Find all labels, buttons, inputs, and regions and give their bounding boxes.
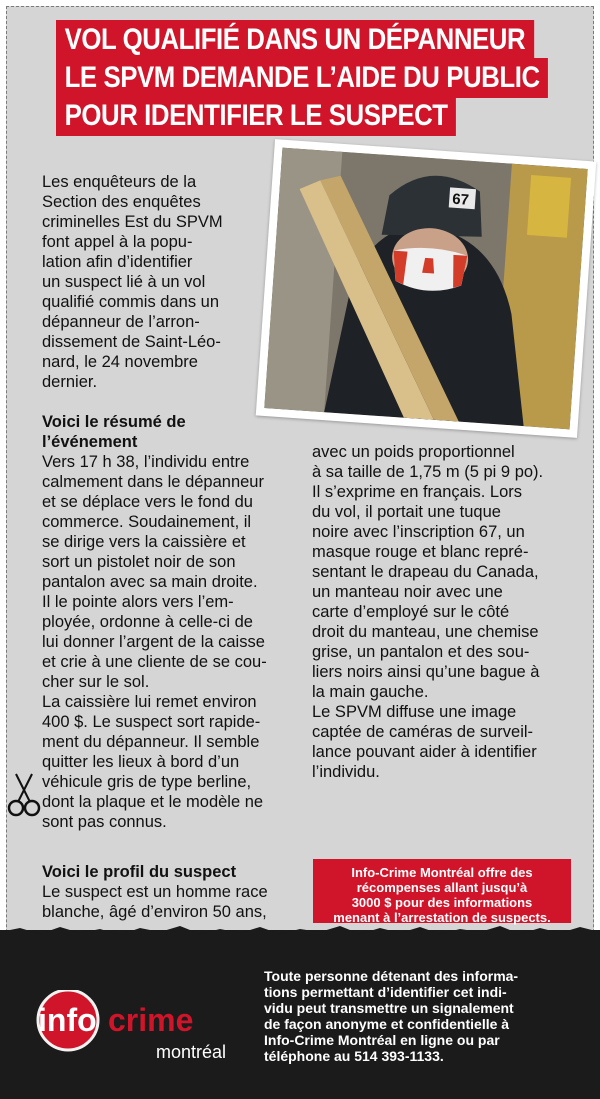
intro-line: Les enquêteurs de la: [42, 173, 197, 191]
footer-line: tions permettant d’identifier cet indi-: [264, 984, 507, 1000]
summary-line: ment du dépanneur. Il semble: [42, 733, 260, 751]
summary-line: lui donner l’argent de la caisse: [42, 633, 265, 651]
headline-line-3: POUR IDENTIFIER LE SUSPECT: [56, 96, 456, 136]
reward-line: Info-Crime Montréal offre des: [351, 865, 533, 880]
surveillance-photo: [256, 139, 597, 438]
intro-line: criminelles Est du SPVM: [42, 213, 223, 231]
intro-line: lation afin d’identifier: [42, 253, 193, 271]
summary-line: ployée, ordonne à celle-ci de: [42, 613, 253, 631]
column-2-line: captée de caméras de surveil-: [312, 723, 534, 741]
footer-notice: [264, 968, 574, 1064]
column-2-line: liers noirs ainsi qu’une bague à: [312, 663, 540, 681]
reward-line: menant à l’arrestation de suspects.: [333, 910, 551, 925]
summary-heading: Voici le résumé de: [42, 413, 186, 431]
intro-line: qualifié commis dans un: [42, 293, 220, 311]
footer-line: Info-Crime Montréal en ligne ou par: [264, 1032, 500, 1048]
footer-line: de façon anonyme et confidentielle à: [264, 1016, 510, 1032]
column-2-line: noire avec l’inscription 67, un: [312, 523, 525, 541]
summary-line: calmement dans le dépanneur: [42, 473, 264, 491]
suspect-illustration: [264, 148, 587, 430]
column-2-line: avec un poids proportionnel: [312, 443, 515, 461]
footer-line: vidu peut transmettre un signalement: [264, 1000, 514, 1016]
summary-line: La caissière lui remet environ: [42, 693, 257, 711]
column-2-text: [312, 442, 574, 782]
intro-line: dernier.: [42, 373, 98, 391]
column-2-line: un manteau noir avec une: [312, 583, 503, 601]
column-2-line: grise, un pantalon et des sou-: [312, 643, 530, 661]
column-2-line: lance pouvant aider à identifier: [312, 743, 537, 761]
summary-line: et crie à une cliente de se cou-: [42, 653, 267, 671]
column-2-line: Le SPVM diffuse une image: [312, 703, 517, 721]
summary-line: commerce. Soudainement, il: [42, 513, 252, 531]
column-2-line: du vol, il portait une tuque: [312, 503, 501, 521]
summary-line: sort un pistolet noir de son: [42, 553, 236, 571]
profile-heading: Voici le profil du suspect: [42, 863, 237, 881]
headline-line-1: VOL QUALIFIÉ DANS UN DÉPANNEUR: [56, 20, 534, 60]
summary-line: dont la plaque et le modèle ne: [42, 793, 264, 811]
info-crime-logo: [30, 990, 250, 1070]
summary-section: [42, 412, 302, 832]
column-2-line: masque rouge et blanc repré-: [312, 543, 529, 561]
summary-line: se dirige vers la caissière et: [42, 533, 246, 551]
summary-line: et se déplace vers le fond du: [42, 493, 253, 511]
scissors-icon: [6, 772, 42, 818]
intro-line: Section des enquêtes: [42, 193, 201, 211]
summary-line: pantalon avec sa main droite.: [42, 573, 258, 591]
column-2-line: droit du manteau, une chemise: [312, 623, 539, 641]
logo-montreal-text: montréal: [156, 1042, 227, 1062]
torn-edge: [0, 922, 600, 942]
summary-line: quitter les lieux à bord d’un: [42, 753, 240, 771]
summary-heading: l’événement: [42, 433, 138, 451]
column-2-line: à sa taille de 1,75 m (5 pi 9 po).: [312, 463, 544, 481]
profile-line: Le suspect est un homme race: [42, 883, 268, 901]
summary-line: 400 $. Le suspect sort rapide-: [42, 713, 261, 731]
summary-line: Vers 17 h 38, l’individu entre: [42, 453, 250, 471]
summary-line: cher sur le sol.: [42, 673, 150, 691]
column-2-line: carte d’employé sur le côté: [312, 603, 510, 621]
profile-line: blanche, âgé d’environ 50 ans,: [42, 903, 267, 921]
summary-line: Il le pointe alors vers l’em-: [42, 593, 234, 611]
column-2-line: sentant le drapeau du Canada,: [312, 563, 539, 581]
surveillance-image: [264, 148, 587, 430]
cap-text: 67: [451, 190, 470, 209]
profile-section: [42, 862, 302, 922]
intro-paragraph: [42, 172, 277, 392]
logo-crime-text: crime: [108, 1002, 194, 1038]
headline-line-2: LE SPVM DEMANDE L’AIDE DU PUBLIC: [56, 58, 548, 98]
intro-line: nard, le 24 novembre: [42, 353, 198, 371]
column-2-line: l’individu.: [312, 763, 380, 781]
footer-line: téléphone au 514 393-1133.: [264, 1048, 444, 1064]
reward-box: [313, 859, 571, 923]
column-2-line: Il s’exprime en français. Lors: [312, 483, 522, 501]
reward-line: récompenses allant jusqu’à: [356, 880, 528, 895]
summary-line: sont pas connus.: [42, 813, 167, 831]
intro-line: un suspect lié à un vol: [42, 273, 206, 291]
column-2-line: la main gauche.: [312, 683, 429, 701]
summary-line: véhicule gris de type berline,: [42, 773, 252, 791]
intro-line: dissement de Saint-Léo-: [42, 333, 221, 351]
footer-line: Toute personne détenant des informa-: [264, 968, 519, 984]
reward-line: 3000 $ pour des informations: [351, 895, 533, 910]
intro-line: dépanneur de l’arron-: [42, 313, 200, 331]
intro-line: font appel à la popu-: [42, 233, 193, 251]
logo-info-text: info: [38, 1002, 97, 1038]
